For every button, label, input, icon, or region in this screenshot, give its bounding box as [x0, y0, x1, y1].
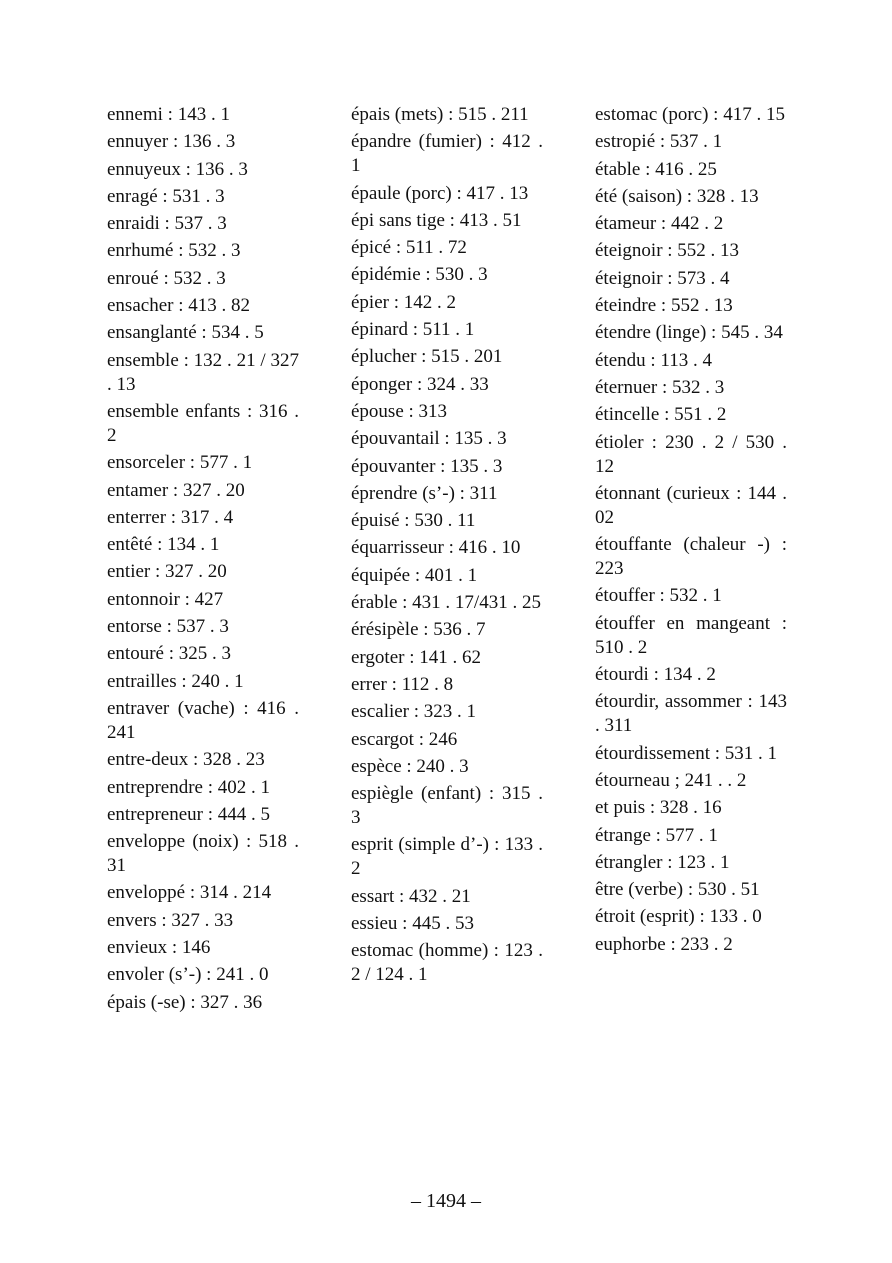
- index-entry: étonnant (curieux : 144 . 02: [595, 482, 787, 528]
- index-entry: étioler : 230 . 2 / 530 . 12: [595, 431, 787, 477]
- index-entry: entrepreneur : 444 . 5: [107, 803, 271, 825]
- index-entry: étourdissement : 531 . 1: [595, 742, 778, 764]
- index-entry: essart : 432 . 21: [351, 885, 471, 907]
- index-entry: envoler (s’-) : 241 . 0: [107, 964, 269, 986]
- index-entry: estropié : 537 . 1: [595, 131, 723, 153]
- index-entry: être (verbe) : 530 . 51: [595, 879, 760, 901]
- index-entry: étendre (linge) : 545 . 34: [595, 322, 783, 344]
- index-entry: estomac (porc) : 417 . 15: [595, 104, 785, 125]
- index-entry: ergoter : 141 . 62: [351, 646, 481, 668]
- index-entry: équarrisseur : 416 . 10: [351, 537, 521, 559]
- index-entry: érable : 431 . 17/431 . 25: [351, 592, 541, 614]
- index-entry: éternuer : 532 . 3: [595, 376, 725, 398]
- index-entry: enragé : 531 . 3: [107, 185, 225, 207]
- index-entry: errer : 112 . 8: [351, 673, 454, 695]
- index-entry: épouvanter : 135 . 3: [351, 455, 503, 477]
- index-entry: étourdi : 134 . 2: [595, 664, 716, 686]
- index-entry: été (saison) : 328 . 13: [595, 185, 759, 207]
- index-entry: entraver (vache) : 416 . 241: [107, 697, 299, 743]
- index-entry: entre-deux : 328 . 23: [107, 749, 265, 771]
- index-entry: étincelle : 551 . 2: [595, 404, 727, 426]
- index-entry: entier : 327 . 20: [107, 561, 227, 583]
- index-entry: entrailles : 240 . 1: [107, 670, 244, 692]
- index-entry: étrange : 577 . 1: [595, 824, 718, 846]
- index-entry: épaule (porc) : 417 . 13: [351, 182, 529, 204]
- index-entry: ensemble : 132 . 21 / 327 . 13: [107, 349, 299, 395]
- index-entry: étendu : 113 . 4: [595, 349, 712, 371]
- index-entry: enveloppé : 314 . 214: [107, 882, 272, 904]
- index-entry: équipée : 401 . 1: [351, 564, 478, 586]
- index-entry: épuisé : 530 . 11: [351, 510, 476, 532]
- index-entry: étouffer en mangeant : 510 . 2: [595, 612, 787, 658]
- index-entry: ennemi : 143 . 1: [107, 104, 230, 125]
- index-entry: éteignoir : 573 . 4: [595, 267, 730, 289]
- index-entry: estomac (homme) : 123 . 2 / 124 . 1: [351, 940, 543, 986]
- index-entry: éplucher : 515 . 201: [351, 346, 503, 368]
- index-entry: ennuyer : 136 . 3: [107, 131, 236, 153]
- index-entry: entorse : 537 . 3: [107, 616, 229, 638]
- index-column-1: [107, 103, 299, 1018]
- index-entry: épi sans tige : 413 . 51: [351, 209, 522, 231]
- index-entry: étouffer : 532 . 1: [595, 585, 722, 607]
- index-entry: épidémie : 530 . 3: [351, 264, 488, 286]
- index-entry: ensorceler : 577 . 1: [107, 452, 253, 474]
- index-entry: ensanglanté : 534 . 5: [107, 322, 264, 344]
- index-entry: épandre (fumier) : 412 . 1: [351, 131, 543, 177]
- index-entry: enroué : 532 . 3: [107, 267, 226, 289]
- index-entry: ensacher : 413 . 82: [107, 295, 250, 317]
- index-entry: escalier : 323 . 1: [351, 701, 477, 723]
- index-entry: éteignoir : 552 . 13: [595, 240, 740, 262]
- index-entry: éteindre : 552 . 13: [595, 295, 733, 317]
- index-entry: épier : 142 . 2: [351, 291, 457, 313]
- index-entry: étourdir, assommer : 143 . 311: [595, 691, 787, 737]
- index-entry: et puis : 328 . 16: [595, 797, 722, 819]
- index-entry: épicé : 511 . 72: [351, 237, 467, 259]
- index-entry: envieux : 146: [107, 937, 211, 959]
- index-entry: érésipèle : 536 . 7: [351, 619, 486, 641]
- index-entry: épais (-se) : 327 . 36: [107, 991, 263, 1013]
- index-entry: étouffante (chaleur -) : 223: [595, 534, 787, 580]
- index-entry: enrhumé : 532 . 3: [107, 240, 241, 262]
- index-entry: entouré : 325 . 3: [107, 643, 232, 665]
- index-entry: entreprendre : 402 . 1: [107, 776, 271, 798]
- index-entry: escargot : 246: [351, 728, 458, 750]
- index-entry: entêté : 134 . 1: [107, 534, 220, 556]
- index-entry: esprit (simple d’-) : 133 . 2: [351, 834, 543, 880]
- index-entry: étourneau ; 241 . . 2: [595, 769, 747, 791]
- index-entry: éprendre (s’-) : 311: [351, 482, 498, 504]
- index-entry: étameur : 442 . 2: [595, 213, 724, 235]
- index-entry: entamer : 327 . 20: [107, 479, 245, 501]
- index-entry: épais (mets) : 515 . 211: [351, 104, 529, 125]
- index-entry: espiègle (enfant) : 315 . 3: [351, 783, 543, 829]
- index-entry: épouvantail : 135 . 3: [351, 428, 507, 450]
- index-entry: espèce : 240 . 3: [351, 755, 469, 777]
- page-number: – 1494 –: [411, 1190, 481, 1212]
- index-entry: épouse : 313: [351, 400, 448, 422]
- index-entry: étroit (esprit) : 133 . 0: [595, 906, 762, 928]
- index-entry: ennuyeux : 136 . 3: [107, 158, 248, 180]
- index-entry: enveloppe (noix) : 518 . 31: [107, 831, 299, 877]
- index-entry: éponger : 324 . 33: [351, 373, 489, 395]
- index-column-2: [351, 103, 543, 991]
- index-entry: enterrer : 317 . 4: [107, 506, 234, 528]
- index-entry: entonnoir : 427: [107, 588, 224, 610]
- index-entry: essieu : 445 . 53: [351, 913, 474, 935]
- index-entry: envers : 327 . 33: [107, 909, 234, 931]
- index-entry: épinard : 511 . 1: [351, 319, 475, 341]
- index-column-3: [595, 103, 787, 960]
- index-entry: étable : 416 . 25: [595, 158, 717, 180]
- index-entry: enraidi : 537 . 3: [107, 213, 227, 235]
- index-entry: euphorbe : 233 . 2: [595, 933, 733, 955]
- index-entry: étrangler : 123 . 1: [595, 851, 730, 873]
- index-entry: ensemble enfants : 316 . 2: [107, 400, 299, 446]
